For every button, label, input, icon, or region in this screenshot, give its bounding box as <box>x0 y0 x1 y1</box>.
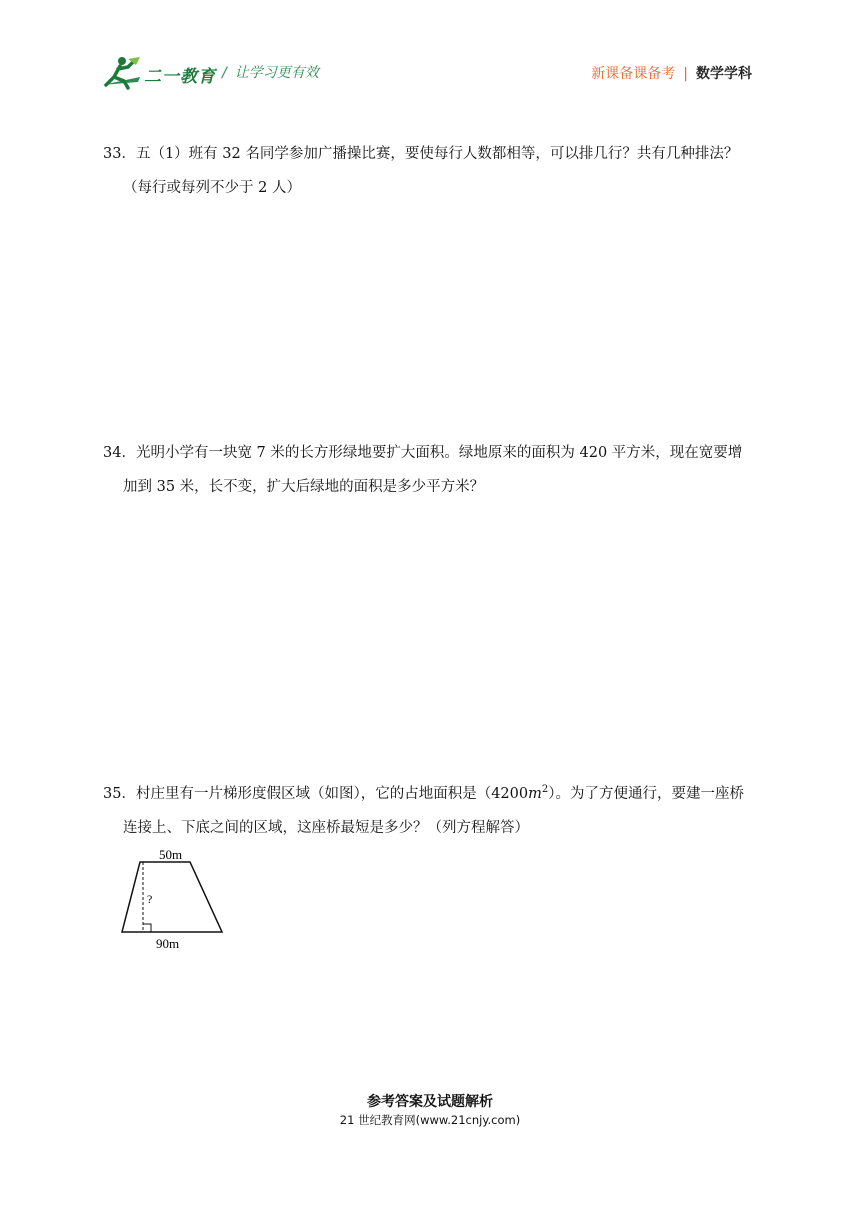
question-35 <box>103 773 763 845</box>
slogan-slash-icon: / <box>222 65 227 81</box>
logo-text: 二一教育 <box>144 67 216 87</box>
question-34 <box>103 436 763 504</box>
bottom-base-label: 90m <box>156 936 180 951</box>
slogan <box>222 62 319 82</box>
question-34-line1: 34．光明小学有一块宽 7 米的长方形绿地要扩大面积。绿地原来的面积为 420 平方米，现在宽要增 <box>103 445 743 461</box>
footer-subtitle: 21 世纪教育网(www.21cnjy.com) <box>339 1113 521 1127</box>
footer-title: 参考答案及试题解析 <box>367 1094 493 1110</box>
header-subject <box>591 63 752 83</box>
page-header <box>0 0 860 110</box>
trapezoid-shape <box>122 862 222 932</box>
header-right-label-1: 新课备课备考 <box>591 66 676 82</box>
question-34-line2: 加到 35 米，长不变，扩大后绿地的面积是多少平方米？ <box>123 479 485 495</box>
trapezoid-figure <box>118 842 228 952</box>
question-33-line1: 33．五（1）班有 32 名同学参加广播操比赛，要使每行人数都相等，可以排几行？共有几种排法？ <box>103 146 739 162</box>
divider-bar-icon: | <box>683 66 688 82</box>
question-35-line2: 连接上、下底之间的区域，这座桥最短是多少？（列方程解答） <box>123 819 529 836</box>
question-33-line2: （每行或每列不少于 2 人） <box>123 180 301 196</box>
height-label: ? <box>147 892 153 906</box>
question-35-line1-b: ）。为了方便通行，要建一座桥 <box>548 785 744 802</box>
top-base-label: 50m <box>159 847 183 862</box>
question-33 <box>103 137 763 205</box>
area-unit-exponent: 2 <box>541 784 549 795</box>
right-angle-mark <box>143 924 151 932</box>
question-35-line1-a: 35．村庄里有一片梯形度假区域（如图），它的占地面积是（4200 <box>103 785 529 802</box>
area-unit: m <box>528 785 542 802</box>
header-right-label-2: 数学学科 <box>696 66 752 82</box>
slogan-text: 让学习更有效 <box>234 65 319 81</box>
question-35-line1 <box>103 773 763 811</box>
